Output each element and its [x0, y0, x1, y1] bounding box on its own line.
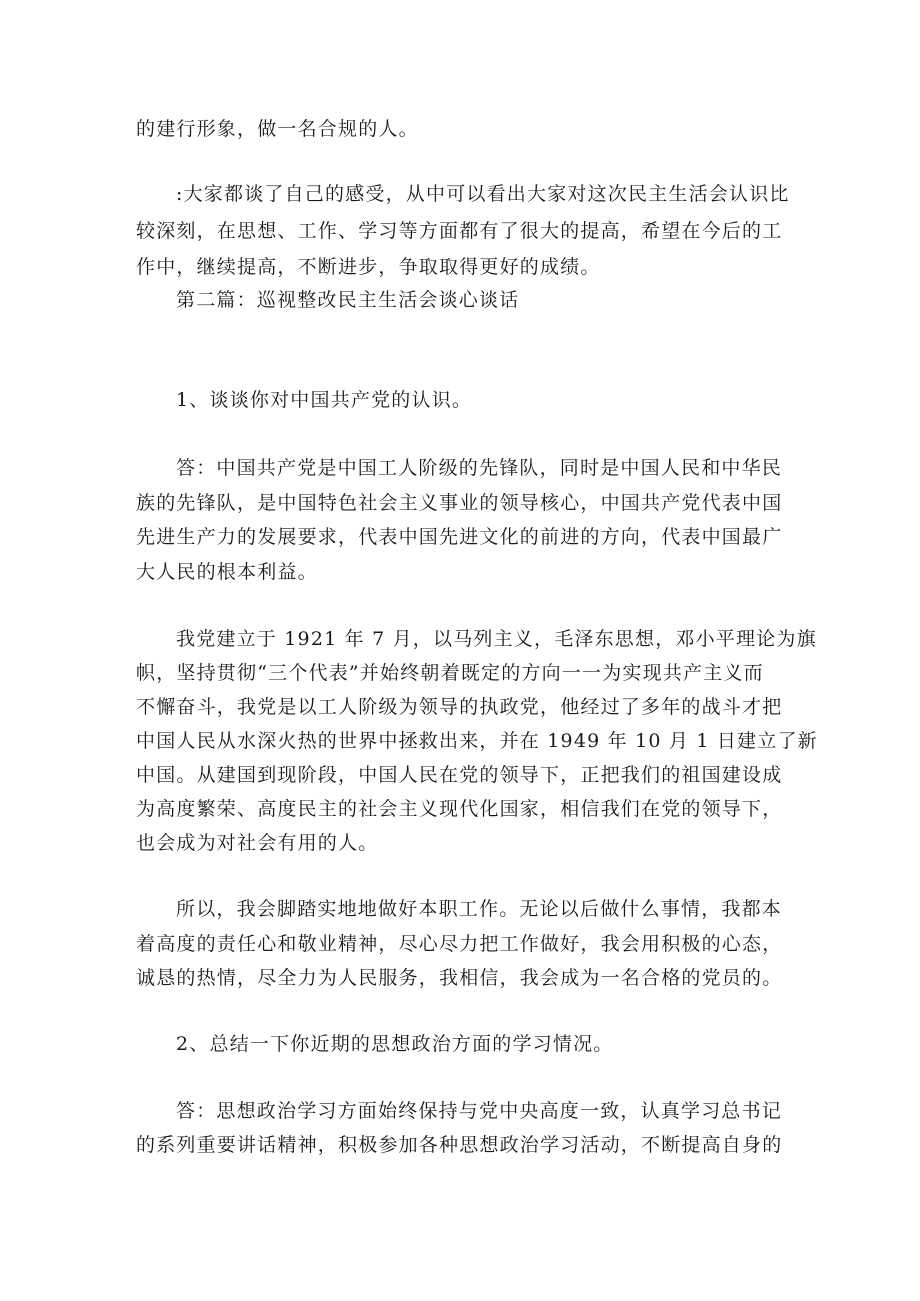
question-heading: 1、谈谈你对中国共产党的认识。: [176, 389, 473, 411]
text-line: 为高度繁荣、高度民主的社会主义现代化国家，相信我们在党的领导下，: [136, 798, 783, 820]
text-line: 的系列重要讲话精神，积极参加各种思想政治学习活动，不断提高自身的: [136, 1134, 783, 1156]
text-line: 我党建立于 1921 年 7 月，以马列主义，毛泽东思想，邓小平理论为旗: [176, 628, 817, 650]
text-line: 的建行形象，做一名合规的人。: [136, 118, 419, 140]
text-line: 较深刻，在思想、工作、学习等方面都有了很大的提高，希望在今后的工: [136, 220, 783, 242]
text-line: 中国。从建国到现阶段，中国人民在党的领导下，正把我们的祖国建设成: [136, 764, 783, 786]
text-line: 作中，继续提高，不断进步，争取取得更好的成绩。: [136, 256, 601, 278]
text-line: 大人民的根本利益。: [136, 561, 318, 583]
text-line: 诚恳的热情，尽全力为人民服务，我相信，我会成为一名合格的党员的。: [136, 967, 783, 989]
text-line: 答：思想政治学习方面始终保持与党中央高度一致，认真学习总书记: [176, 1100, 783, 1122]
text-line: 不懈奋斗，我党是以工人阶级为领导的执政党，他经过了多年的战斗才把: [136, 696, 783, 718]
text-line: 着高度的责任心和敬业精神，尽心尽力把工作做好，我会用积极的心态，: [136, 933, 783, 955]
question-heading: 2、总结一下你近期的思想政治方面的学习情况。: [176, 1033, 614, 1055]
text-line: 中国人民从水深火热的世界中拯救出来，并在 1949 年 10 月 1 日建立了新: [136, 730, 818, 752]
text-line: :大家都谈了自己的感受，从中可以看出大家对这次民主生活会认识比: [176, 183, 790, 205]
text-line: 答：中国共产党是中国工人阶级的先锋队，同时是中国人民和中华民: [176, 457, 783, 479]
text-line: 也会成为对社会有用的人。: [136, 832, 379, 854]
section-heading: 第二篇：巡视整改民主生活会谈心谈话: [176, 289, 520, 311]
text-line: 帜，坚持贯彻“三个代表”并始终朝着既定的方向一一为实现共产主义而: [136, 662, 764, 684]
text-line: 所以，我会脚踏实地地做好本职工作。无论以后做什么事情，我都本: [176, 898, 783, 920]
text-line: 族的先锋队，是中国特色社会主义事业的领导核心，中国共产党代表中国: [136, 492, 783, 514]
text-line: 先进生产力的发展要求，代表中国先进文化的前进的方向，代表中国最广: [136, 526, 783, 548]
